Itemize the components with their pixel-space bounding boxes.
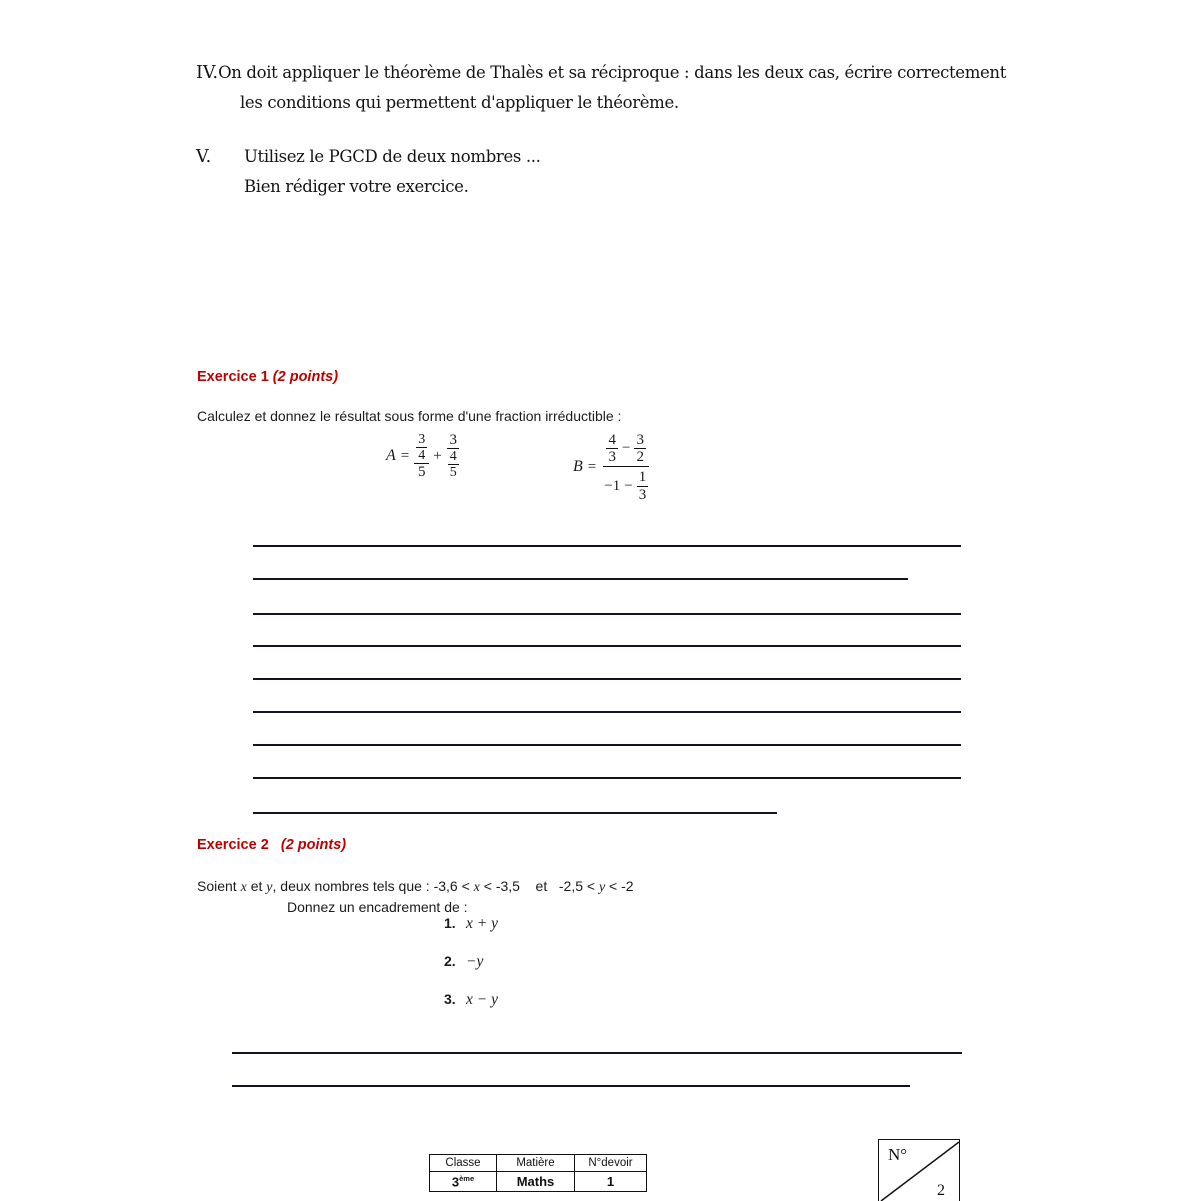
instruction-item-5	[196, 142, 896, 202]
exercise-1-title: Exercice 1	[197, 369, 269, 385]
expression-A-term-2	[446, 432, 461, 480]
expression-B-numerator-left	[606, 432, 618, 465]
exercise-2-answer-line-1	[232, 1052, 962, 1054]
exercise-1-answer-line-7	[253, 744, 961, 746]
expression-B-denominator-integer: −1	[604, 477, 621, 494]
expression-B-denominator-fraction-n: 1	[638, 469, 647, 486]
footer-value-classe-number: 3	[451, 1174, 460, 1190]
exercise-1-prompt: Calculez et donnez le résultat sous forme d'une fraction irréductible :	[197, 408, 622, 424]
expression-B-numerator-right-d: 2	[636, 449, 644, 466]
exercise-2-prompt-before: Soient	[197, 878, 241, 894]
exercise-2-points: (2 points)	[280, 837, 347, 853]
footer-info-table	[429, 1154, 647, 1192]
exercise-2-prompt-ineq-x: x	[473, 880, 480, 895]
expression-A-term-1-denominator: 5	[418, 464, 426, 481]
expression-A-term-1-inner-denominator: 4	[418, 448, 426, 464]
footer-header-matiere: Matière	[497, 1155, 575, 1172]
footer-table-header-row	[430, 1155, 647, 1172]
expression-A-term-2-inner-numerator: 4	[449, 449, 457, 465]
footer-value-classe	[430, 1172, 497, 1192]
instruction-item-5-line-2: Bien rédiger votre exercice.	[244, 177, 469, 196]
exercise-2-question-2	[444, 953, 483, 971]
exercise-2-prompt-after3: < -2	[605, 878, 634, 894]
page-box-label: N°	[888, 1145, 908, 1164]
expression-A-term-1-inner-numerator: 3	[418, 432, 426, 447]
expression-B-equals: =	[587, 458, 597, 475]
expression-A-equals: =	[400, 447, 410, 464]
exercise-2-prompt-after: , deux nombres tels que : -3,6 <	[272, 878, 474, 894]
exercise-1-answer-line-1	[253, 545, 961, 547]
expression-B-outer-fraction	[601, 432, 651, 503]
expression-A-term-1-inner-fraction	[416, 432, 427, 463]
exercise-2-subprompt: Donnez un encadrement de :	[287, 899, 468, 915]
exercise-2-question-2-body: −y	[466, 953, 484, 970]
instruction-item-4-number: IV.	[196, 63, 219, 83]
exercise-2-question-1-number: 1.	[444, 915, 456, 931]
exercise-2-heading	[197, 837, 346, 853]
page-box-number: 2	[937, 1182, 945, 1199]
exercise-2-question-3-number: 3.	[444, 991, 456, 1007]
expression-B-numerator-left-d: 3	[608, 449, 616, 466]
instruction-item-4-line-2: les conditions qui permettent d'appliquer le théorème.	[240, 93, 679, 112]
instruction-item-4-line-1: On doit appliquer le théorème de Thalès et sa réciproque : dans les deux cas, écrire correctement	[218, 63, 1006, 82]
exercise-2-title: Exercice 2	[197, 837, 269, 853]
expression-B-numerator	[603, 432, 648, 467]
exercise-1-answer-line-2	[253, 578, 908, 580]
exercise-2-question-2-number: 2.	[444, 953, 456, 969]
exercise-1-answer-line-4	[253, 645, 961, 647]
page-number-box	[878, 1139, 960, 1201]
exercise-1-answer-line-6	[253, 711, 961, 713]
footer-value-classe-suffix: ème	[459, 1174, 475, 1183]
footer-table-value-row	[430, 1172, 647, 1192]
exercise-1-answer-line-5	[253, 678, 961, 680]
expression-A-term-1	[414, 432, 429, 480]
footer-value-numero-devoir: 1	[575, 1172, 647, 1192]
exercise-1-answer-line-9	[253, 812, 777, 814]
exercise-2-prompt-middle: et	[246, 878, 267, 894]
expression-B-numerator-right	[634, 432, 646, 465]
exercise-1-heading	[197, 369, 338, 385]
exercise-2-prompt-var-x: x	[240, 880, 247, 895]
expression-B	[573, 432, 651, 503]
exercise-1-answer-line-8	[253, 777, 961, 779]
expression-A-operator: +	[433, 447, 442, 464]
exercise-2-question-3-body: x − y	[466, 991, 498, 1008]
expression-B-label: B	[573, 458, 583, 476]
expression-B-denominator	[601, 467, 651, 502]
exercise-2-prompt-ineq-y: y	[598, 880, 606, 895]
exercise-1-answer-line-3	[253, 613, 961, 615]
expression-B-denominator-fraction-d: 3	[638, 486, 647, 503]
exercise-2-prompt-after2: < -3,5 et -2,5 <	[479, 878, 599, 894]
expression-A-term-2-lower	[446, 449, 461, 480]
exercise-2-question-1	[444, 915, 498, 933]
instruction-item-5-number: V.	[196, 147, 212, 167]
expression-B-numerator-operator: −	[621, 440, 631, 457]
exercise-2-question-1-body: x + y	[466, 915, 498, 932]
exercise-2-prompt-var-y: y	[266, 880, 273, 895]
expression-B-numerator-right-n: 3	[636, 432, 644, 448]
exercise-1-points: (2 points)	[272, 369, 339, 385]
expression-A	[386, 432, 461, 480]
expression-A-label: A	[386, 447, 396, 465]
expression-B-denominator-operator: −	[624, 477, 633, 494]
footer-header-classe: Classe	[430, 1155, 497, 1172]
instruction-item-4	[196, 58, 1006, 118]
footer-header-numero-devoir: N°devoir	[575, 1155, 647, 1172]
expression-A-term-1-upper	[414, 432, 429, 464]
exercise-2-answer-line-2	[232, 1085, 910, 1087]
expression-B-denominator-fraction	[637, 469, 649, 502]
expression-B-numerator-left-n: 4	[608, 432, 616, 448]
expression-A-term-2-inner-fraction	[448, 449, 459, 480]
instruction-item-5-line-1: Utilisez le PGCD de deux nombres ...	[244, 147, 541, 166]
exercise-2-question-3	[444, 991, 498, 1009]
expression-A-term-2-inner-denominator: 5	[449, 465, 457, 481]
footer-value-matiere: Maths	[497, 1172, 575, 1192]
expression-A-term-2-numerator: 3	[449, 432, 457, 448]
